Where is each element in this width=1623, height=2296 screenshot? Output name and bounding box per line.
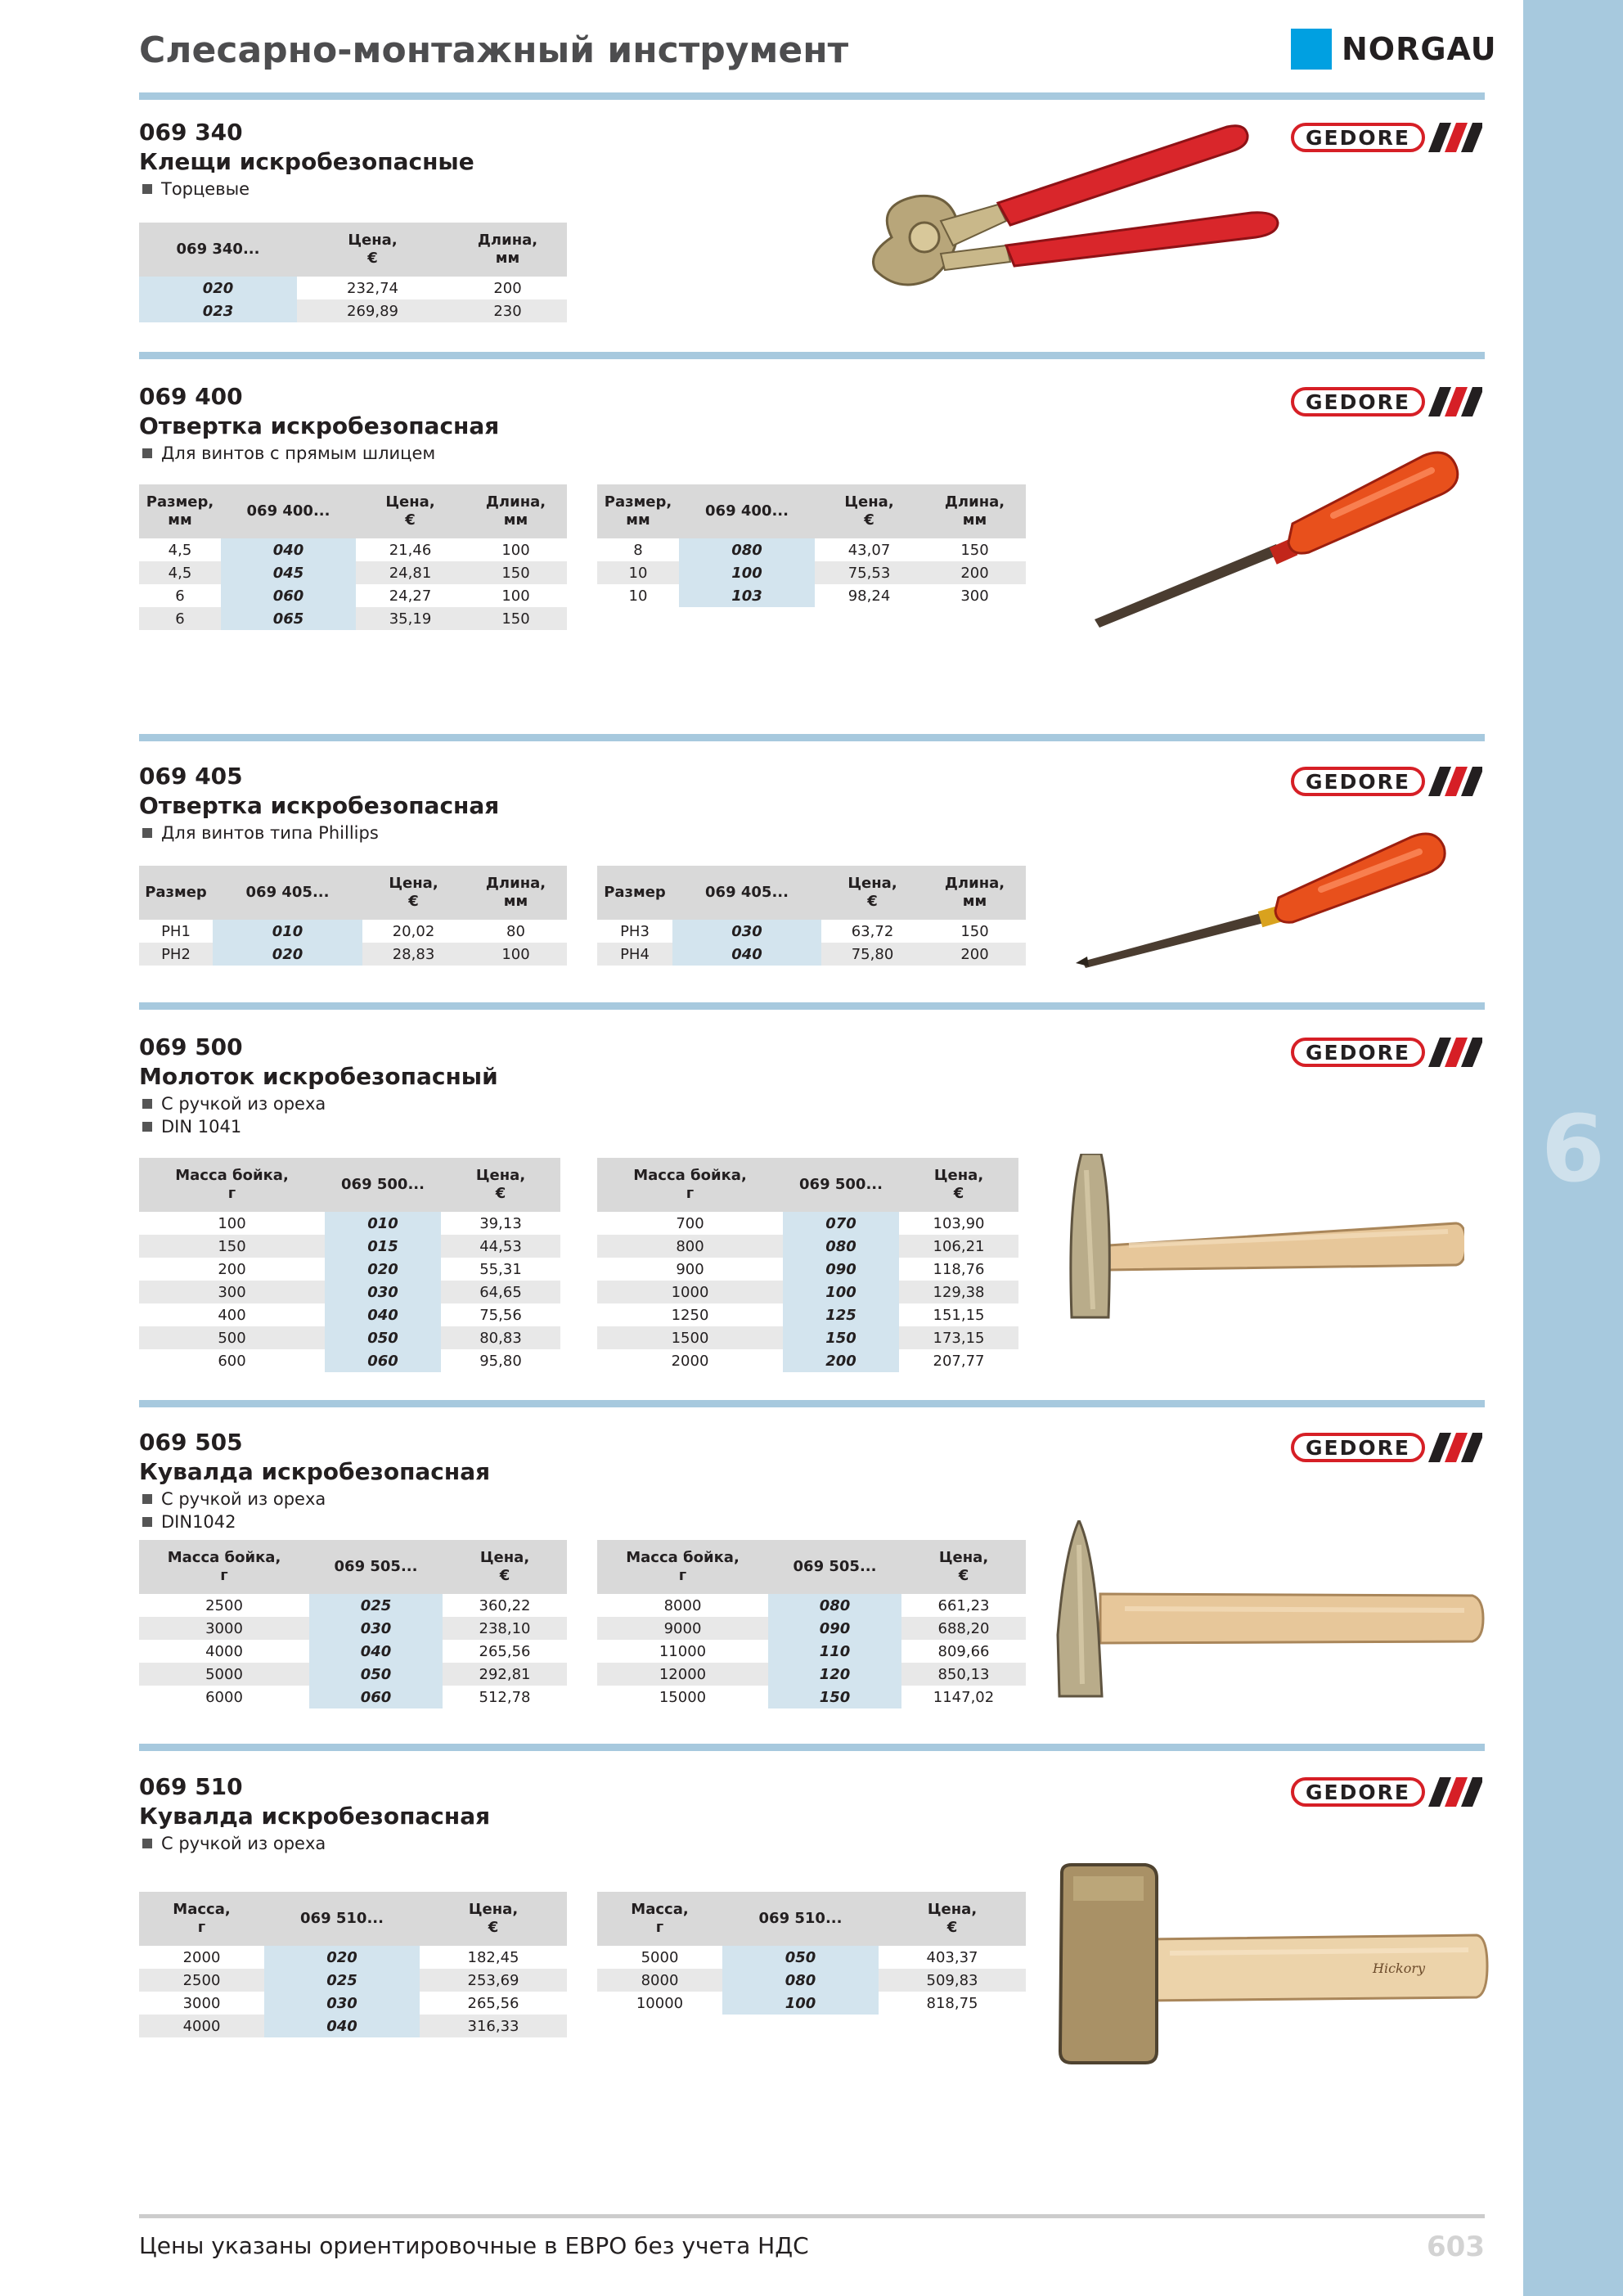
table-row: 6000 060 512,78 xyxy=(139,1686,567,1708)
club-hammer-image xyxy=(1055,1862,1489,2066)
bullet-square-icon xyxy=(142,1839,152,1848)
product-name: Молоток искробезопасный xyxy=(139,1063,498,1090)
col-header: Цена, € xyxy=(420,1892,567,1946)
col-header: Цена, € xyxy=(879,1892,1026,1946)
col-header: Масса, г xyxy=(597,1892,722,1946)
side-band-edge xyxy=(1510,0,1523,2296)
table-row: 11000 110 809,66 xyxy=(597,1640,1026,1663)
bullet-square-icon xyxy=(142,828,152,838)
table-row: 300 030 64,65 xyxy=(139,1281,560,1303)
table-row: 4,5 045 24,81 150 xyxy=(139,561,567,584)
table-row: 1250 125 151,15 xyxy=(597,1303,1018,1326)
col-header: 069 510... xyxy=(264,1892,420,1946)
gedore-logo xyxy=(1291,1776,1487,1808)
gedore-logo-text: GEDORE xyxy=(1291,767,1425,796)
table-row: 6 065 35,19 150 xyxy=(139,607,567,630)
product-feature: Для винтов типа Phillips xyxy=(142,823,379,843)
col-header: Длина, мм xyxy=(465,866,567,920)
table-row: 6 060 24,27 100 xyxy=(139,584,567,607)
col-header: 069 400... xyxy=(221,484,356,538)
col-header: 069 510... xyxy=(722,1892,879,1946)
brand-logo-square xyxy=(1291,29,1332,70)
table-row: 2500 025 253,69 xyxy=(139,1969,567,1992)
chapter-number: 6 xyxy=(1541,1096,1605,1203)
col-header: 069 340... xyxy=(139,223,297,277)
section-rule xyxy=(139,352,1485,359)
price-table xyxy=(139,223,567,322)
phillips-screwdriver-image xyxy=(1076,822,1452,970)
gedore-logo-text: GEDORE xyxy=(1291,387,1425,416)
gedore-slash-icon xyxy=(1428,767,1482,796)
section-rule xyxy=(139,734,1485,741)
gedore-logo-text: GEDORE xyxy=(1291,1777,1425,1807)
product-feature: DIN 1041 xyxy=(142,1117,241,1137)
col-header: 069 505... xyxy=(768,1540,901,1594)
price-table xyxy=(139,1158,560,1372)
col-header: Масса, г xyxy=(139,1892,264,1946)
bullet-square-icon xyxy=(142,1099,152,1109)
bullet-square-icon xyxy=(142,1494,152,1504)
table-row: 020 232,74 200 xyxy=(139,277,567,299)
table-row: 8000 080 661,23 xyxy=(597,1594,1026,1617)
product-feature: Торцевые xyxy=(142,179,250,199)
product-code: 069 505 xyxy=(139,1429,243,1456)
col-header: Цена, € xyxy=(356,484,465,538)
product-name: Кувалда искробезопасная xyxy=(139,1803,491,1830)
section-rule xyxy=(139,1400,1485,1407)
product-name: Клещи искробезопасные xyxy=(139,148,474,175)
table-row: 023 269,89 230 xyxy=(139,299,567,322)
brand-logo-text: NORGAU xyxy=(1342,31,1497,67)
hickory-label: Hickory xyxy=(1373,1961,1426,1976)
price-table xyxy=(139,484,567,630)
table-row: 12000 120 850,13 xyxy=(597,1663,1026,1686)
product-code: 069 400 xyxy=(139,383,243,410)
table-row: 3000 030 238,10 xyxy=(139,1617,567,1640)
col-header: Цена, € xyxy=(899,1158,1018,1212)
table-row: 500 050 80,83 xyxy=(139,1326,560,1349)
table-row: 8 080 43,07 150 xyxy=(597,538,1026,561)
col-header: Цена, € xyxy=(297,223,448,277)
col-header: Цена, € xyxy=(901,1540,1026,1594)
bullet-square-icon xyxy=(142,1517,152,1527)
gedore-logo-text: GEDORE xyxy=(1291,1038,1425,1067)
product-feature: DIN1042 xyxy=(142,1512,236,1532)
table-row: 2000 020 182,45 xyxy=(139,1946,567,1969)
table-row: 900 090 118,76 xyxy=(597,1258,1018,1281)
product-name: Отвертка искробезопасная xyxy=(139,412,500,439)
gedore-logo xyxy=(1291,385,1487,418)
brand-logo xyxy=(1291,28,1497,70)
gedore-logo-text: GEDORE xyxy=(1291,123,1425,152)
hammer-image xyxy=(1063,1154,1464,1326)
product-code: 069 510 xyxy=(139,1773,243,1800)
col-header: Длина, мм xyxy=(465,484,567,538)
price-table xyxy=(597,866,1026,966)
gedore-logo xyxy=(1291,1036,1487,1069)
table-row: PH1 010 20,02 80 xyxy=(139,920,567,943)
table-row: 800 080 106,21 xyxy=(597,1235,1018,1258)
col-header: 069 405... xyxy=(213,866,362,920)
bullet-square-icon xyxy=(142,184,152,194)
col-header: 069 405... xyxy=(672,866,821,920)
col-header: Цена, € xyxy=(815,484,924,538)
table-row: PH4 040 75,80 200 xyxy=(597,943,1026,966)
table-row: 600 060 95,80 xyxy=(139,1349,560,1372)
price-table xyxy=(597,1540,1026,1708)
product-feature: С ручкой из ореха xyxy=(142,1489,326,1509)
table-row: 700 070 103,90 xyxy=(597,1212,1018,1235)
product-code: 069 340 xyxy=(139,119,243,146)
table-row: 5000 050 292,81 xyxy=(139,1663,567,1686)
gedore-logo xyxy=(1291,121,1487,154)
table-row: 100 010 39,13 xyxy=(139,1212,560,1235)
flat-screwdriver-image xyxy=(1088,446,1464,630)
gedore-slash-icon xyxy=(1428,387,1482,416)
section-rule xyxy=(139,1744,1485,1751)
table-row: 10000 100 818,75 xyxy=(597,1992,1026,2015)
col-header: Цена, € xyxy=(443,1540,567,1594)
table-row: 9000 090 688,20 xyxy=(597,1617,1026,1640)
table-row: 2000 200 207,77 xyxy=(597,1349,1018,1372)
table-row: 15000 150 1147,02 xyxy=(597,1686,1026,1708)
col-header: Масса бойка, г xyxy=(139,1158,325,1212)
table-row: 400 040 75,56 xyxy=(139,1303,560,1326)
price-table xyxy=(139,1892,567,2037)
col-header: Размер xyxy=(597,866,672,920)
section-rule xyxy=(139,92,1485,100)
table-row: PH2 020 28,83 100 xyxy=(139,943,567,966)
price-table xyxy=(139,1540,567,1708)
gedore-slash-icon xyxy=(1428,1038,1482,1067)
table-row: 4000 040 265,56 xyxy=(139,1640,567,1663)
col-header: Длина, мм xyxy=(924,484,1026,538)
bullet-square-icon xyxy=(142,448,152,458)
footer-note: Цены указаны ориентировочные в ЕВРО без учета НДС xyxy=(139,2232,809,2259)
table-row: 3000 030 265,56 xyxy=(139,1992,567,2015)
col-header: Размер, мм xyxy=(597,484,679,538)
col-header: Длина, мм xyxy=(924,866,1026,920)
table-row: 4,5 040 21,46 100 xyxy=(139,538,567,561)
product-name: Отвертка искробезопасная xyxy=(139,792,500,819)
col-header: Масса бойка, г xyxy=(139,1540,309,1594)
price-table xyxy=(597,1158,1018,1372)
gedore-slash-icon xyxy=(1428,123,1482,152)
product-feature: Для винтов с прямым шлицем xyxy=(142,443,435,463)
col-header: Цена, € xyxy=(821,866,924,920)
table-row: 1500 150 173,15 xyxy=(597,1326,1018,1349)
table-row: 10 103 98,24 300 xyxy=(597,584,1026,607)
bullet-square-icon xyxy=(142,1122,152,1132)
col-header: 069 400... xyxy=(679,484,815,538)
gedore-logo-text: GEDORE xyxy=(1291,1433,1425,1462)
product-code: 069 405 xyxy=(139,763,243,790)
sledgehammer-image xyxy=(1051,1520,1485,1700)
col-header: 069 500... xyxy=(325,1158,441,1212)
col-header: Масса бойка, г xyxy=(597,1540,768,1594)
table-row: PH3 030 63,72 150 xyxy=(597,920,1026,943)
product-feature: С ручкой из ореха xyxy=(142,1834,326,1853)
end-cutting-pliers-image xyxy=(843,115,1284,327)
table-row: 10 100 75,53 200 xyxy=(597,561,1026,584)
footer-rule xyxy=(139,2214,1485,2218)
col-header: Длина, мм xyxy=(448,223,567,277)
product-name: Кувалда искробезопасная xyxy=(139,1458,491,1485)
gedore-logo xyxy=(1291,1431,1487,1464)
col-header: Цена, € xyxy=(362,866,465,920)
table-row: 1000 100 129,38 xyxy=(597,1281,1018,1303)
table-row: 150 015 44,53 xyxy=(139,1235,560,1258)
gedore-slash-icon xyxy=(1428,1777,1482,1807)
col-header: Размер, мм xyxy=(139,484,221,538)
gedore-logo xyxy=(1291,765,1487,798)
gedore-slash-icon xyxy=(1428,1433,1482,1462)
col-header: 069 505... xyxy=(309,1540,443,1594)
price-table xyxy=(597,1892,1026,2015)
table-row: 5000 050 403,37 xyxy=(597,1946,1026,1969)
table-row: 200 020 55,31 xyxy=(139,1258,560,1281)
table-row: 4000 040 316,33 xyxy=(139,2015,567,2037)
table-row: 2500 025 360,22 xyxy=(139,1594,567,1617)
page-title: Слесарно-монтажный инструмент xyxy=(139,29,849,71)
col-header: 069 500... xyxy=(783,1158,899,1212)
price-table xyxy=(597,484,1026,607)
col-header: Цена, € xyxy=(441,1158,560,1212)
col-header: Размер xyxy=(139,866,213,920)
product-feature: С ручкой из ореха xyxy=(142,1094,326,1114)
product-code: 069 500 xyxy=(139,1033,243,1060)
col-header: Масса бойка, г xyxy=(597,1158,783,1212)
section-rule xyxy=(139,1002,1485,1010)
table-row: 8000 080 509,83 xyxy=(597,1969,1026,1992)
page-number: 603 xyxy=(1427,2231,1485,2263)
price-table xyxy=(139,866,567,966)
